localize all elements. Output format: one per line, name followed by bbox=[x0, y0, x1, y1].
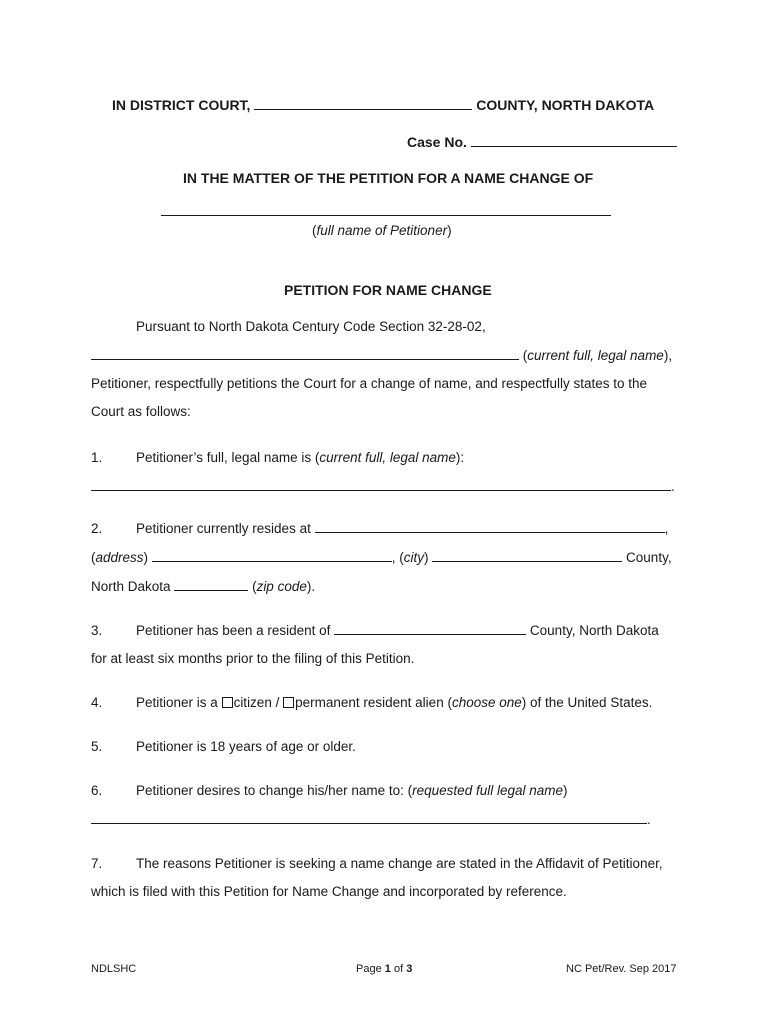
item-7-continuation: which is filed with this Petition for Name Change and incorporated by reference. bbox=[91, 884, 567, 899]
item-5-text: Petitioner is 18 years of age or older. bbox=[136, 739, 356, 754]
intro-petition-line: Petitioner, respectfully petitions the Court for a change of name, and respectfully states to the bbox=[91, 376, 648, 391]
item-2-address-line: (address) , (city) County, bbox=[91, 550, 672, 565]
citizen-checkbox[interactable] bbox=[222, 697, 233, 708]
permanent-resident-checkbox[interactable] bbox=[283, 697, 294, 708]
matter-title: IN THE MATTER OF THE PETITION FOR A NAME CHANGE OF bbox=[183, 170, 594, 186]
item-1-text: Petitioner’s full, legal name is (current full, legal name): bbox=[136, 450, 465, 465]
item-3-number: 3. bbox=[91, 623, 103, 638]
intro-court-line: Court as follows: bbox=[91, 404, 191, 419]
full-legal-name-blank[interactable] bbox=[91, 478, 671, 491]
intro-statute-line: Pursuant to North Dakota Century Code Section 32-28-02, bbox=[136, 319, 486, 334]
item-1-number: 1. bbox=[91, 450, 103, 465]
item-5-number: 5. bbox=[91, 739, 103, 754]
item-1-blank-line: . bbox=[91, 478, 675, 496]
intro-name-line: (current full, legal name), bbox=[91, 347, 672, 365]
item-6-blank-line: . bbox=[91, 811, 651, 829]
court-heading: IN DISTRICT COURT, COUNTY, NORTH DAKOTA bbox=[112, 97, 655, 113]
item-6-text: Petitioner desires to change his/her name to: (requested full legal name) bbox=[136, 783, 568, 798]
document-title: PETITION FOR NAME CHANGE bbox=[284, 282, 492, 298]
item-7-text: The reasons Petitioner is seeking a name change are stated in the Affidavit of Petitioner, bbox=[136, 856, 663, 871]
zip-code-blank[interactable] bbox=[174, 578, 248, 591]
residence-blank[interactable] bbox=[315, 520, 665, 533]
county-blank[interactable] bbox=[254, 97, 472, 110]
item-2-text: Petitioner currently resides at , bbox=[136, 521, 669, 536]
item-7-number: 7. bbox=[91, 856, 103, 871]
address-blank[interactable] bbox=[152, 549, 392, 562]
city-blank[interactable] bbox=[432, 549, 622, 562]
item-2-number: 2. bbox=[91, 521, 103, 536]
item-6-number: 6. bbox=[91, 783, 103, 798]
item-3-text: Petitioner has been a resident of County, North Dakota bbox=[136, 623, 659, 638]
page-number: Page 1 of 3 bbox=[356, 963, 413, 975]
case-number-blank[interactable] bbox=[471, 134, 677, 147]
item-4-number: 4. bbox=[91, 695, 103, 710]
current-name-blank[interactable] bbox=[91, 347, 519, 360]
case-number-line: Case No. bbox=[407, 133, 677, 151]
item-3-continuation: for at least six months prior to the filing of this Petition. bbox=[91, 651, 415, 666]
requested-name-blank[interactable] bbox=[91, 811, 647, 824]
item-4-text: Petitioner is a citizen / permanent resident alien (choose one) of the United States. bbox=[136, 695, 653, 710]
item-2-zip-line: North Dakota (zip code). bbox=[91, 579, 316, 594]
petitioner-caption: (full name of Petitioner) bbox=[312, 223, 452, 238]
footer-left: NDLSHC bbox=[91, 963, 137, 975]
resident-county-blank[interactable] bbox=[334, 622, 526, 635]
petitioner-name-blank[interactable] bbox=[161, 215, 611, 216]
footer-revision: NC Pet/Rev. Sep 2017 bbox=[566, 963, 677, 975]
